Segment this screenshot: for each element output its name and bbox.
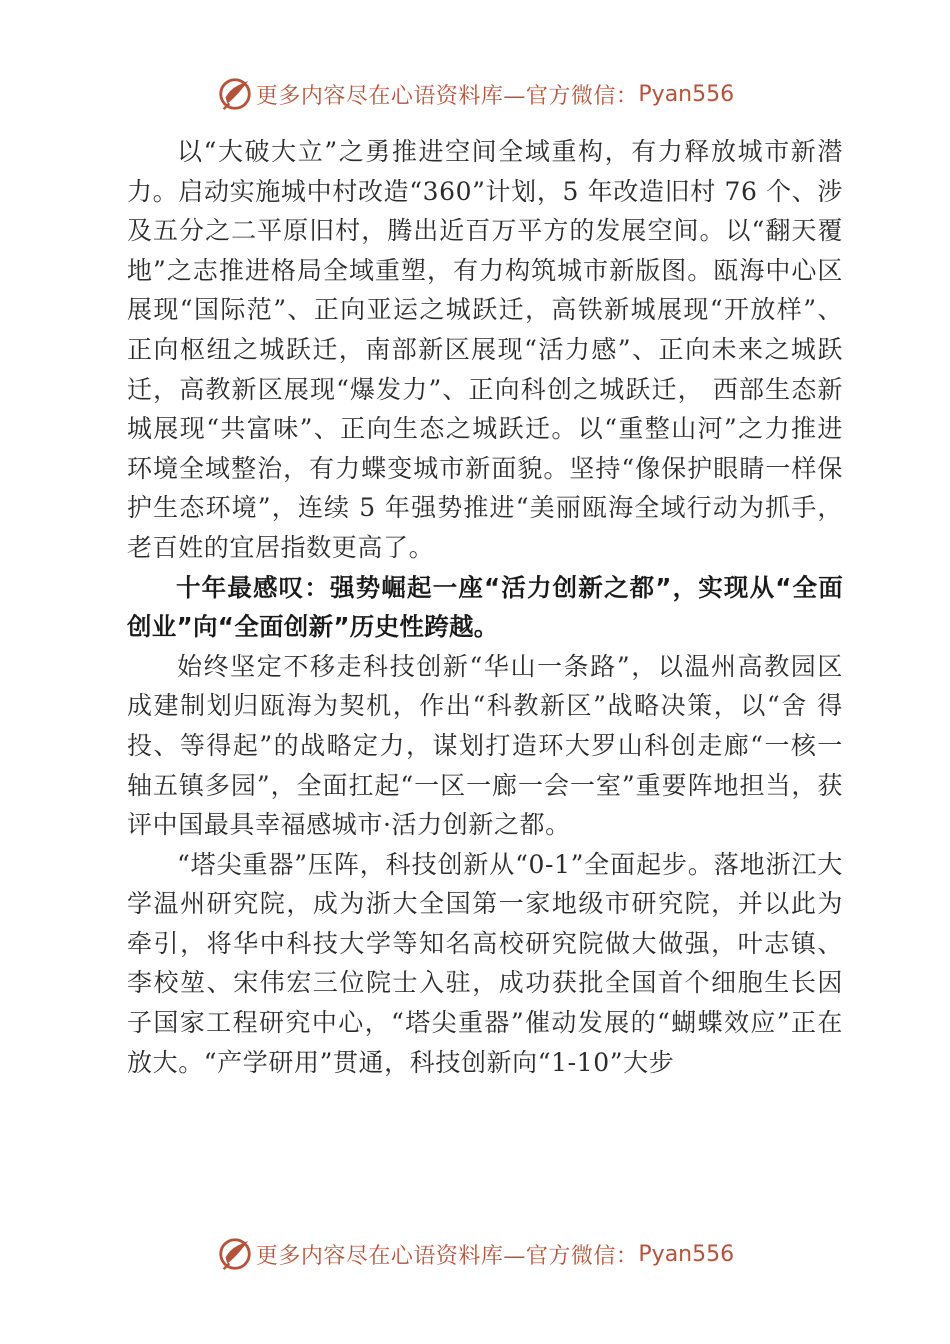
- watermark-footer: [0, 1232, 950, 1276]
- watermark-id: Pyan556: [638, 81, 735, 107]
- paragraph-3: “塔尖重器”压阵，科技创新从“0-1”全面起步。落地浙江大学温州研究院，成为浙大全国第一家地级市研究院，并以此为牵引，将华中科技大学等知名高校研究院做大做强，叶志镇、李校堃、宋伟宏三位院士入驻，成功获批全国首个细胞生长因子国家工程研究中心，“塔尖重器”催动发展的“蝴蝶效应”正在放大。“产学研用”贯通，科技创新向“1-10”大步: [127, 849, 843, 1077]
- logo-icon: [216, 1235, 254, 1273]
- document-body: [127, 132, 843, 1082]
- watermark-text: 更多内容尽在心语资料库—官方微信：: [255, 83, 639, 109]
- paragraph-2: 始终坚定不移走科技创新“华山一条路”，以温州高教园区成建制划归瓯海为契机，作出“科教新区”战略决策，以“舍 得投、等得起”的战略定力，谋划打造环大罗山科创走廊“一核一轴五镇多园”，全面扛起“一区一廊一会一室”重要阵地担当，获评中国最具幸福感城市·活力创新之都。: [127, 651, 843, 840]
- watermark-header: [0, 72, 950, 116]
- watermark-text: 更多内容尽在心语资料库—官方微信：: [255, 1243, 639, 1269]
- section-heading: 十年最感叹：强势崛起一座“活力创新之都”，实现从“全面创业”向“全面创新”历史性跨越。: [127, 572, 843, 642]
- watermark-id: Pyan556: [638, 1241, 735, 1267]
- logo-icon: [216, 75, 254, 113]
- paragraph-1: 以“大破大立”之勇推进空间全域重构，有力释放城市新潜力。启动实施城中村改造“360”计划，5 年改造旧村 76 个、涉及五分之二平原旧村，腾出近百万平方的发展空间。以“翻天覆地”之志推进格局全域重塑，有力构筑城市新版图。瓯海中心区展现“国际范”、正向亚运之城跃迁，高铁新城展现“开放样”、正向枢纽之城跃迁，南部新区展现“活力感”、正向未来之城跃迁，高教新区展现“爆发力”、正向科创之城跃迁， 西部生态新城展现“共富味”、正向生态之城跃迁。以“重整山河”之力推进环境全域整治，有力蝶变城市新面貌。坚持“像保护眼睛一样保护生态环境”，连续 5 年强势推进“美丽瓯海全域行动为抓手，老百姓的宜居指数更高了。: [127, 137, 843, 562]
